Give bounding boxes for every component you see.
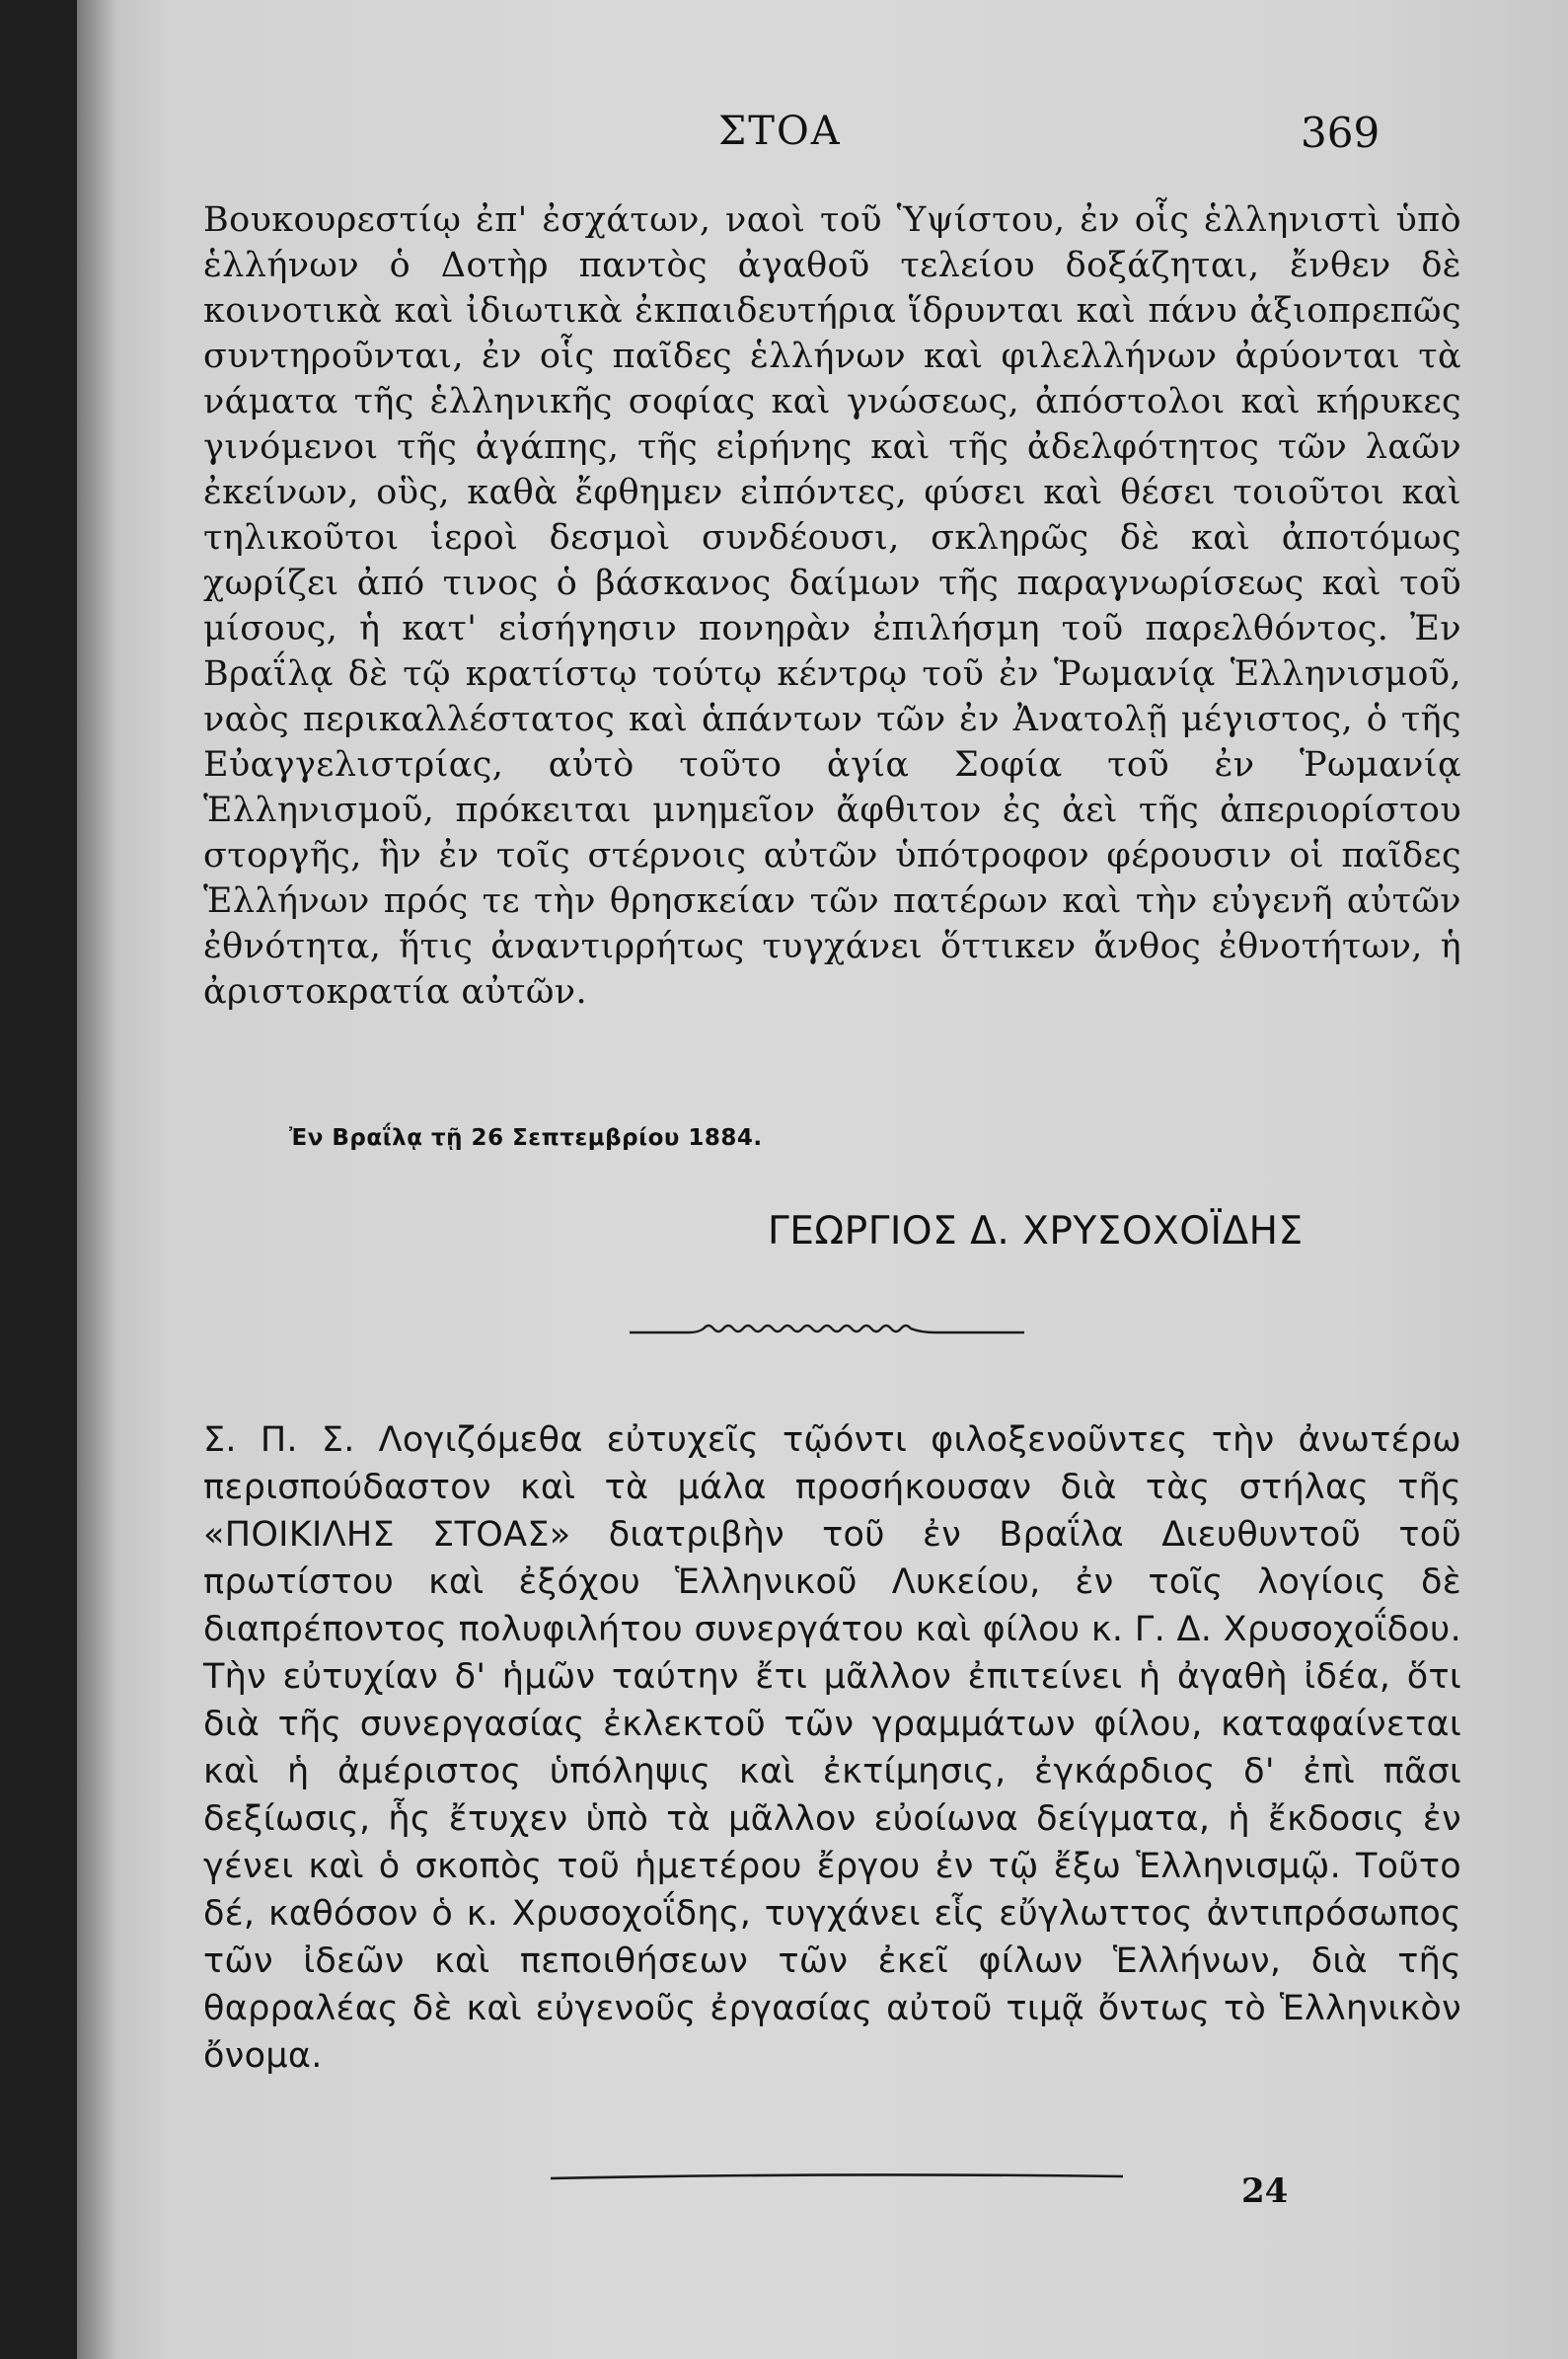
ornamental-divider <box>630 1313 1024 1342</box>
book-page <box>77 0 1568 2359</box>
running-header <box>77 109 1568 168</box>
running-title: ΣΤΟΑ <box>718 109 842 154</box>
article-paragraph: Βουκουρεστίῳ ἐπ' ἐσχάτων, ναοὶ τοῦ Ὑψίστου, ἐν οἷς ἑλληνιστὶ ὑπὸ ἑλλήνων ὁ Δοτὴρ παντὸς ἀγαθοῦ τελείου δοξάζηται, ἔνθεν δὲ κοινοτικὰ καὶ ἰδιωτικὰ ἐκπαιδευτήρια ἵδρυνται καὶ πάνυ ἀξιοπρεπῶς συντηροῦνται, ἐν οἷς παῖδες ἑλλήνων καὶ φιλελλήνων ἀρύονται τὰ νάματα τῆς ἑλληνικῆς σοφίας καὶ γνώσεως, ἀπόστολοι καὶ κήρυκες γινόμενοι τῆς ἀγάπης, τῆς εἰρήνης καὶ τῆς ἀδελφότητος τῶν λαῶν ἐκείνων, οὓς, καθὰ ἔφθημεν εἰπόντες, φύσει καὶ θέσει τοιοῦτοι καὶ τηλικοῦτοι ἱεροὶ δεσμοὶ συνδέουσι, σκληρῶς δὲ καὶ ἀποτόμως χωρίζει ἀπό τινος ὁ βάσκανος δαίμων τῆς παραγνωρίσεως καὶ τοῦ μίσους, ἡ κατ' εἰσήγησιν πονηρὰν ἐπιλήσμη τοῦ παρελθόντος. Ἐν Βραΐλᾳ δὲ τῷ κρατίστῳ τούτῳ κέντρῳ τοῦ ἐν Ῥωμανίᾳ Ἑλληνισμοῦ, ναὸς περικαλλέστατος καὶ ἁπάντων τῶν ἐν Ἀνατολῇ μέγιστος, ὁ τῆς Εὐαγγελιστρίας, αὐτὸ τοῦτο ἁγία Σοφία τοῦ ἐν Ῥωμανίᾳ Ἑλληνισμοῦ, πρόκειται μνημεῖον ἄφθιτον ἐς ἀεὶ τῆς ἀπεριορίστου στοργῆς, ἣν ἐν τοῖς στέρνοις αὐτῶν ὑπότροφον φέρουσιν οἱ παῖδες Ἑλλήνων πρός τε τὴν θρησκείαν τῶν πατέρων καὶ τὴν εὐγενῆ αὐτῶν ἐθνότητα, ἥτις ἀναντιρρήτως τυγχάνει ὅττικεν ἄνθος ἐθνοτήτων, ἡ ἀριστοκρατία αὐτῶν. <box>203 200 1461 1012</box>
page-number: 369 <box>1301 109 1381 157</box>
author-signature: ΓΕΩΡΓΙΟΣ Δ. ΧΡΥΣΟΧΟΪΔΗΣ <box>768 1209 1304 1254</box>
signature-mark: 24 <box>1241 2171 1289 2211</box>
gutter-shadow <box>77 0 116 2359</box>
dateline: Ἐν Βραΐλᾳ τῇ 26 Σεπτεμβρίου 1884. <box>289 1125 763 1151</box>
editorial-note <box>203 1416 1461 2080</box>
article-body <box>203 197 1461 1015</box>
closing-rule <box>551 2167 1123 2186</box>
editorial-paragraph: Σ. Π. Σ. Λογιζόμεθα εὐτυχεῖς τῷόντι φιλοξενοῦντες τὴν ἀνωτέρω περισπούδαστον καὶ τὰ μάλα προσήκουσαν διὰ τὰς στήλας τῆς «ΠΟΙΚΙΛΗΣ ΣΤΟΑΣ» διατριβὴν τοῦ ἐν Βραΐλα Διευθυντοῦ τοῦ πρωτίστου καὶ ἐξόχου Ἑλληνικοῦ Λυκείου, ἐν τοῖς λογίοις δὲ διαπρέποντος πολυφιλήτου συνεργάτου καὶ φίλου κ. Γ. Δ. Χρυσοχοΐδου. Τὴν εὐτυχίαν δ' ἡμῶν ταύτην ἔτι μᾶλλον ἐπιτείνει ἡ ἀγαθὴ ἰδέα, ὅτι διὰ τῆς συνεργασίας ἐκλεκτοῦ τῶν γραμμάτων φίλου, καταφαίνεται καὶ ἡ ἀμέριστος ὑπόληψις καὶ ἐκτίμησις, ἐγκάρδιος δ' ἐπὶ πᾶσι δεξίωσις, ἧς ἔτυχεν ὑπὸ τὰ μᾶλλον εὐοίωνα δείγματα, ἡ ἔκδοσις ἐν γένει καὶ ὁ σκοπὸς τοῦ ἡμετέρου ἔργου ἐν τῷ ἔξω Ἑλληνισμῷ. Τοῦτο δέ, καθόσον ὁ κ. Χρυσοχοΐδης, τυγχάνει εἷς εὔγλωττος ἀντιπρόσωπος τῶν ἰδεῶν καὶ πεποιθήσεων τῶν ἐκεῖ φίλων Ἑλλήνων, διὰ τῆς θαρραλέας δὲ καὶ εὐγενοῦς ἐργασίας αὐτοῦ τιμᾷ ὄντως τὸ Ἑλληνικὸν ὄνομα. <box>203 1420 1461 2076</box>
